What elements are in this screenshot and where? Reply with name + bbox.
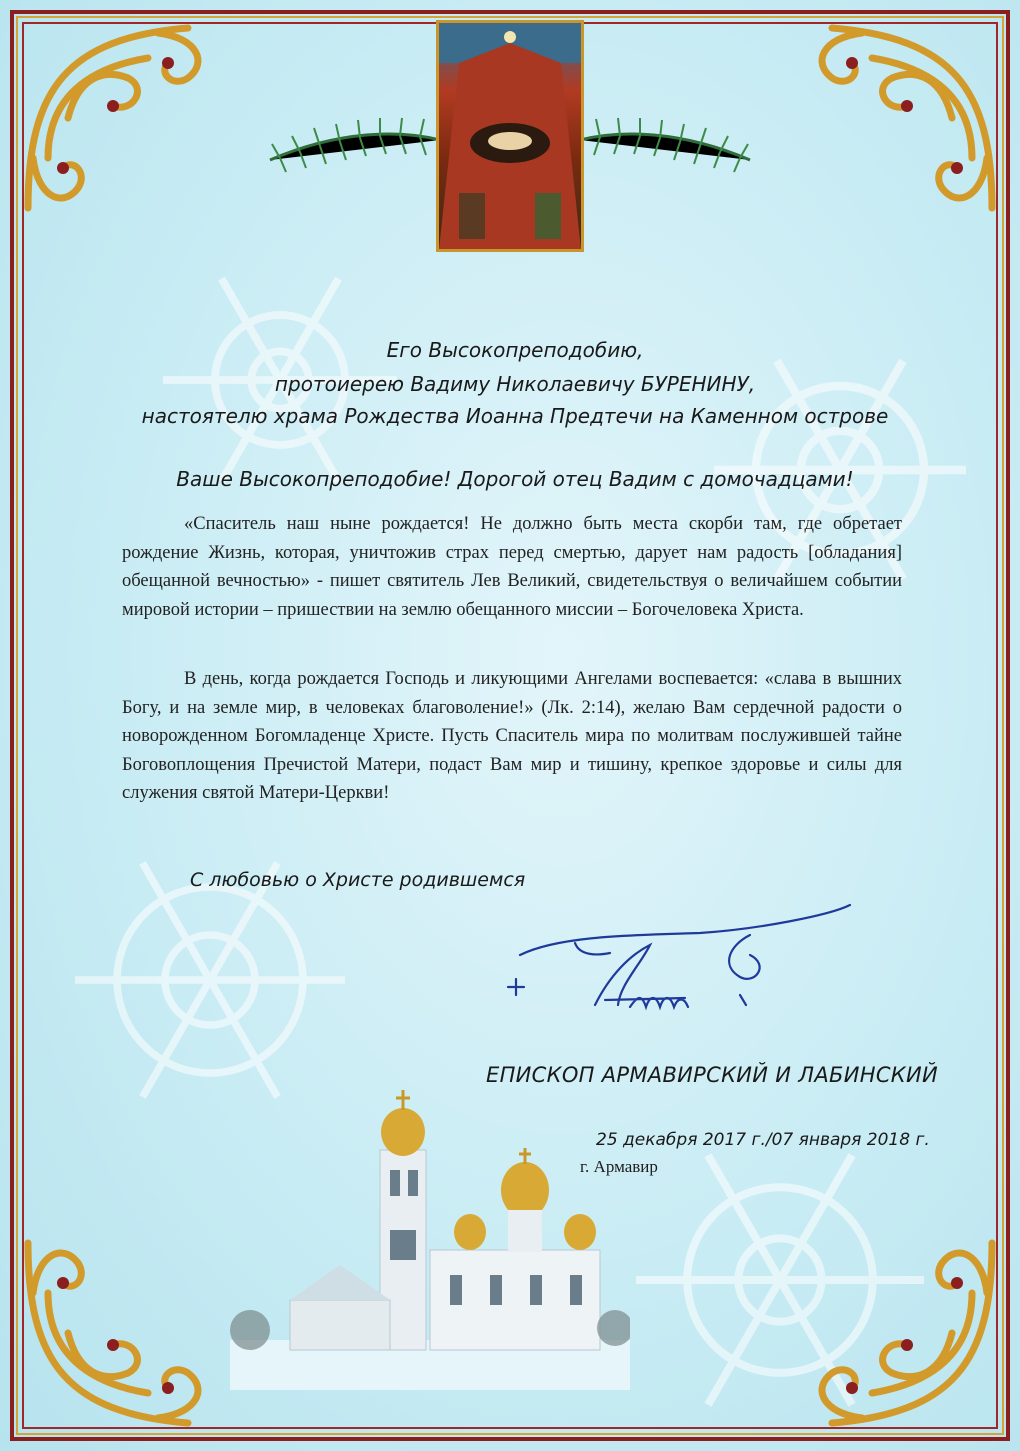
addressee-line-1: Его Высокопреподобию, (386, 338, 644, 362)
paragraph-1 (122, 510, 902, 624)
nativity-icon (436, 20, 584, 252)
signature-title: ЕПИСКОП АРМАВИРСКИЙ И ЛАБИНСКИЙ (486, 1063, 939, 1087)
addressee-line-2: протоиерею Вадиму Николаевичу БУРЕНИНУ, (274, 372, 756, 396)
closing: С любовью о Христе родившемся (190, 869, 526, 891)
paragraph-2-text: В день, когда рождается Господь и ликующими Ангелами воспевается: «слава в вышних Богу, и на земле мир, в человеках благоволение!» (Лк. 2:14), желаю Вам сердечной радости о новорожденном Богомладенце Христе. Пусть Спаситель мира по молитвам послужившей тайне Боговоплощения Пречистой Матери, подаст Вам мир и тишину, крепкое здоровье и силы для служения святой Матери-Церкви! (122, 669, 902, 804)
letter-place: г. Армавир (580, 1157, 658, 1176)
ornament-icon (782, 1213, 1012, 1443)
addressee-line-3: настоятелю храма Рождества Иоанна Предтечи на Каменном острове (141, 404, 889, 428)
ornament-icon (782, 8, 1012, 238)
cathedral-image (230, 1060, 630, 1390)
letter-date: 25 декабря 2017 г./07 января 2018 г. (596, 1130, 930, 1150)
paragraph-1-text: «Спаситель наш ныне рождается! Не должно быть места скорби там, где обретает рождение Жизнь, которая, уничтожив страх перед смертью, дарует нам радость [обладания] обещанной вечностью» - пишет святитель Лев Великий, свидетельствуя о величайшем событии мировой истории – пришествии на землю обещанного миссии – Богочеловека Христа. (122, 514, 902, 620)
greeting: Ваше Высокопреподобие! Дорогой отец Вадим с домочадцами! (176, 467, 854, 491)
ornament-icon (8, 1213, 238, 1443)
paragraph-2 (122, 665, 902, 808)
ornament-icon (8, 8, 238, 238)
signature (500, 895, 860, 1025)
